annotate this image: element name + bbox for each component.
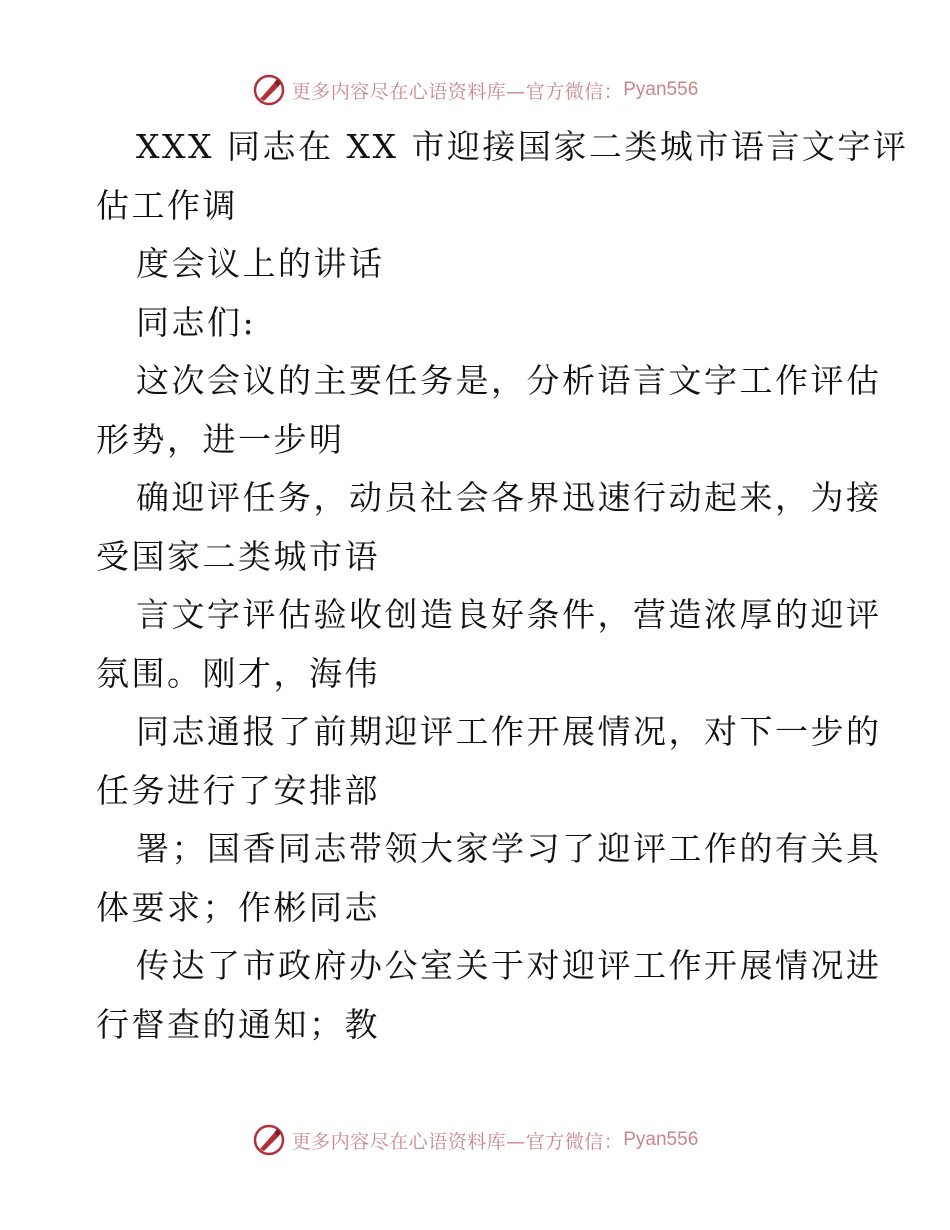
footer-watermark	[0, 1120, 950, 1160]
body-line: 同志通报了前期迎评工作开展情况，对下一步的	[136, 712, 882, 751]
body-line: 行督查的通知；教	[96, 1004, 380, 1044]
body-line: 估工作调	[96, 185, 238, 225]
body-line: 传达了市政府办公室关于对迎评工作开展情况进	[136, 946, 882, 985]
header-watermark	[0, 70, 950, 110]
pen-logo-icon	[252, 1123, 286, 1157]
watermark-id: Pyan556	[623, 1129, 699, 1150]
body-line: XXX 同志在 XX 市迎接国家二类城市语言文字评	[136, 127, 909, 166]
watermark-id: Pyan556	[623, 79, 699, 100]
body-line: 氛围。刚才，海伟	[96, 653, 380, 693]
body-line: 形势，进一步明	[96, 419, 345, 459]
body-line: 度会议上的讲话	[136, 244, 385, 283]
watermark-text: 更多内容尽在心语资料库—官方微信：	[291, 1130, 624, 1153]
body-line: 言文字评估验收创造良好条件，营造浓厚的迎评	[136, 595, 882, 634]
document-body	[96, 118, 909, 1054]
body-line: 受国家二类城市语	[96, 536, 380, 576]
body-line: 署；国香同志带领大家学习了迎评工作的有关具	[136, 829, 882, 868]
body-line: 体要求；作彬同志	[96, 887, 380, 927]
body-line: 任务进行了安排部	[96, 770, 380, 810]
pen-logo-icon	[252, 73, 286, 107]
body-line: 这次会议的主要任务是，分析语言文字工作评估	[136, 361, 882, 400]
body-line: 确迎评任务，动员社会各界迅速行动起来，为接	[136, 478, 882, 517]
body-line: 同志们:	[136, 302, 257, 342]
watermark-text: 更多内容尽在心语资料库—官方微信：	[291, 80, 624, 103]
